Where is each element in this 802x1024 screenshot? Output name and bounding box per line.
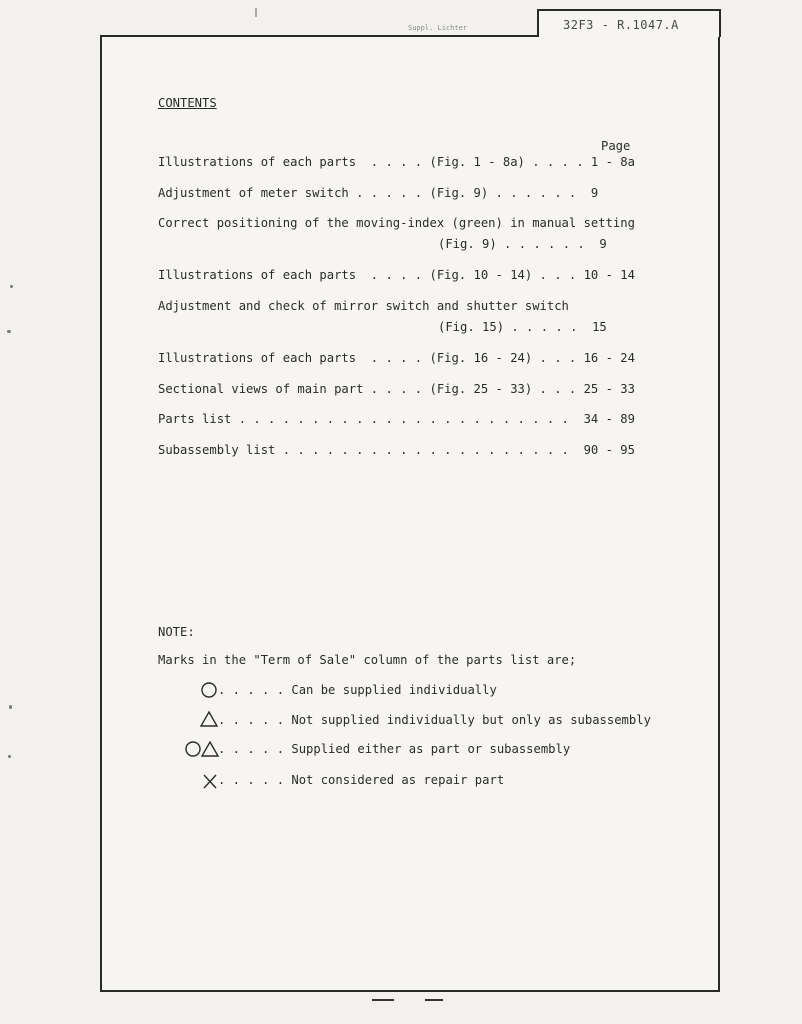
- cross-icon: [201, 772, 219, 790]
- toc-entry: Parts list . . . . . . . . . . . . . . . . . . . . . . . 34 - 89: [158, 412, 635, 426]
- mark-description: . . . . . Not considered as repair part: [218, 773, 505, 787]
- mark-description: . . . . . Supplied either as part or subassembly: [218, 742, 571, 756]
- scan-speck: [8, 755, 11, 758]
- toc-entry: Illustrations of each parts . . . . (Fig. 10 - 14) . . . 10 - 14: [158, 268, 635, 282]
- note-title: NOTE:: [158, 625, 195, 639]
- toc-entry: Subassembly list . . . . . . . . . . . . . . . . . . . . 90 - 95: [158, 443, 635, 457]
- note-intro: Marks in the "Term of Sale" column of the parts list are;: [158, 653, 577, 667]
- scan-speck: [10, 285, 13, 288]
- faint-header-text: Suppl. Lichter: [408, 24, 468, 32]
- scan-speck: [255, 8, 257, 17]
- scan-speck: [7, 330, 11, 333]
- mark-description: . . . . . Can be supplied individually: [218, 683, 497, 697]
- toc-entry: Illustrations of each parts . . . . (Fig. 16 - 24) . . . 16 - 24: [158, 351, 635, 365]
- toc-entry-continuation: (Fig. 15) . . . . . 15: [438, 320, 607, 334]
- triangle-icon: [200, 710, 220, 728]
- toc-entry: Illustrations of each parts . . . . (Fig. 1 - 8a) . . . . 1 - 8a: [158, 155, 635, 169]
- toc-entry: Sectional views of main part . . . . (Fig. 25 - 33) . . . 25 - 33: [158, 382, 635, 396]
- page-column-label: Page: [601, 139, 631, 153]
- toc-entry: Adjustment of meter switch . . . . . (Fig. 9) . . . . . . 9: [158, 186, 599, 200]
- mark-description: . . . . . Not supplied individually but only as subassembly: [218, 713, 651, 727]
- circle-icon: [200, 681, 220, 699]
- circle-triangle-icon: [184, 740, 220, 758]
- scan-speck: [9, 705, 12, 709]
- footer-dash: [425, 999, 443, 1001]
- toc-entry: Correct positioning of the moving-index (green) in manual setting: [158, 216, 635, 230]
- document-code: 32F3 - R.1047.A: [563, 18, 679, 32]
- page-frame: [100, 35, 720, 992]
- contents-title: CONTENTS: [158, 96, 217, 110]
- toc-entry: Adjustment and check of mirror switch and shutter switch: [158, 299, 569, 313]
- toc-entry-continuation: (Fig. 9) . . . . . . 9: [438, 237, 607, 251]
- footer-dash: [372, 999, 394, 1001]
